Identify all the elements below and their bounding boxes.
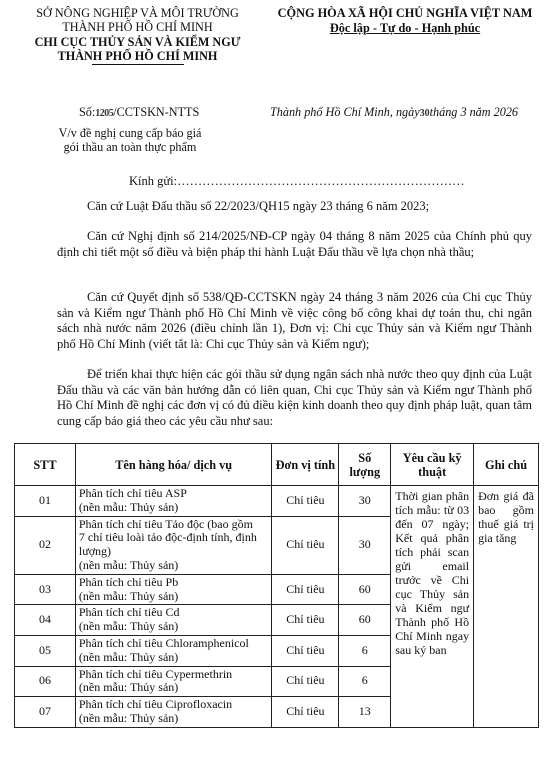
- place-date-prefix: Thành phố Hồ Chí Minh, ngày: [270, 105, 420, 119]
- document-number-value: 1205: [95, 108, 114, 119]
- issuing-agency-block: [10, 6, 265, 65]
- cell-qty: 6: [339, 666, 391, 697]
- document-number-prefix: Số:: [79, 105, 96, 119]
- cell-qty: 30: [339, 486, 391, 517]
- cell-unit: Chỉ tiêu: [272, 666, 339, 697]
- cell-qty: 60: [339, 574, 391, 605]
- item-name: Phân tích chỉ tiêu Tảo độc (bao gồm: [78, 516, 253, 531]
- col-header-qty: Số lượng: [339, 444, 391, 486]
- item-matrix: (nền mẫu: Thủy sản): [78, 588, 179, 603]
- cell-unit: Chỉ tiêu: [272, 697, 339, 728]
- item-name: Phân tích chỉ tiêu Ciprofloxacin: [78, 697, 233, 712]
- document-number-suffix: /CCTSKN-NTTS: [113, 105, 200, 119]
- item-matrix: (nền mẫu: Thủy sản): [78, 680, 179, 695]
- item-name-cont: lượng): [78, 544, 112, 559]
- subject-line1: V/v đề nghị cung cấp báo giá: [58, 126, 202, 140]
- item-name-cont: 7 chỉ tiêu loài tảo độc-định tính, định: [78, 530, 257, 545]
- paragraph-legal-basis-2: Căn cứ Nghị định số 214/2025/NĐ-CP ngày 04 tháng 8 năm 2025 của Chính phủ quy định chi tiết một số điều và biện pháp thi hành Luật Đấu thầu về lựa chọn nhà thầu;: [57, 229, 532, 259]
- col-header-requirement: Yêu cầu kỹ thuật: [391, 444, 474, 486]
- national-motto-block: [262, 6, 548, 36]
- table-header-row: [15, 444, 539, 486]
- cell-stt: 01: [15, 486, 76, 517]
- place-date: [270, 105, 518, 120]
- cell-name: [75, 516, 272, 574]
- cell-unit: Chỉ tiêu: [272, 574, 339, 605]
- col-header-unit: Đơn vị tính: [272, 444, 339, 486]
- item-matrix: (nền mẫu: Thủy sản): [78, 557, 179, 572]
- item-name: Phân tích chỉ tiêu Pb: [78, 574, 179, 589]
- cell-name: [75, 635, 272, 666]
- document-subject: [40, 126, 220, 154]
- agency-underline: [92, 64, 184, 65]
- agency-name-line2: THÀNH PHỐ HỒ CHÍ MINH: [57, 48, 218, 63]
- cell-stt: 02: [15, 516, 76, 574]
- col-header-stt: STT: [15, 444, 76, 486]
- paragraph-purpose: Để triển khai thực hiện các gói thầu sử dụng ngân sách nhà nước theo quy định của Luật Đấu thầu và các văn bản hướng dẫn có liên quan, Chi cục Thủy sản và Kiểm ngư Thành phố Hồ Chí Minh đề nghị các đơn vị có đủ điều kiện kinh doanh theo quy định pháp luật, quan tâm cung cấp báo giá theo các yêu cầu như sau:: [57, 367, 532, 428]
- cell-qty: 6: [339, 635, 391, 666]
- cell-stt: 06: [15, 666, 76, 697]
- paragraph-legal-basis-3: Căn cứ Quyết định số 538/QĐ-CCTSKN ngày 24 tháng 3 năm 2026 của Chi cục Thủy sản và Kiểm ngư Thành phố Hồ Chí Minh về việc công bố công khai dự toán thu, chi ngân sách nhà nước năm 2026 (điều chỉnh lần 1), Đơn vị: Chi cục Thủy sản và Kiểm ngư Thành phố Hồ Chí Minh (viết tắt là: Chi cục Thủy sản và Kiểm ngư);: [57, 290, 532, 351]
- cell-note: Đơn giá đã bao gồm thuế giá trị gia tăng: [474, 486, 539, 728]
- table-row: [15, 486, 539, 517]
- national-motto: Độc lập - Tự do - Hạnh phúc: [329, 21, 481, 35]
- cell-unit: Chỉ tiêu: [272, 516, 339, 574]
- item-matrix: (nền mẫu: Thủy sản): [78, 619, 179, 634]
- cell-unit: Chỉ tiêu: [272, 486, 339, 517]
- cell-unit: Chỉ tiêu: [272, 635, 339, 666]
- item-matrix: (nền mẫu: Thủy sản): [78, 499, 179, 514]
- item-matrix: (nền mẫu: Thủy sản): [78, 710, 179, 725]
- item-matrix: (nền mẫu: Thủy sản): [78, 649, 179, 664]
- item-name: Phân tích chỉ tiêu Chloramphenicol: [78, 635, 249, 650]
- item-name: Phân tích chỉ tiêu Cd: [78, 605, 180, 620]
- cell-qty: 60: [339, 605, 391, 636]
- cell-name: [75, 486, 272, 517]
- cell-requirement: Thời gian phân tích mẫu: từ 03 đến 07 ngày; Kết quả phân tích phải scan gửi email trước về Chi cục Thủy sản và Kiểm ngư Thành phố Hồ Chí Minh ngay sau ký ban: [391, 486, 474, 728]
- item-name: Phân tích chỉ tiêu Cypermethrin: [78, 666, 233, 681]
- document-number: [79, 105, 199, 120]
- agency-parent-line1: SỞ NÔNG NGHIỆP VÀ MÔI TRƯỜNG: [36, 6, 239, 20]
- cell-name: [75, 605, 272, 636]
- cell-name: [75, 666, 272, 697]
- paragraph-legal-basis-1: Căn cứ Luật Đấu thầu số 22/2023/QH15 ngày 23 tháng 6 năm 2023;: [87, 199, 430, 213]
- place-date-day: 30: [419, 108, 430, 119]
- col-header-name: Tên hàng hóa/ dịch vụ: [75, 444, 272, 486]
- cell-name: [75, 574, 272, 605]
- subject-line2: gói thầu an toàn thực phẩm: [63, 140, 197, 154]
- cell-qty: 13: [339, 697, 391, 728]
- cell-stt: 04: [15, 605, 76, 636]
- place-date-suffix: tháng 3 năm 2026: [429, 105, 518, 119]
- cell-stt: 07: [15, 697, 76, 728]
- cell-stt: 03: [15, 574, 76, 605]
- recipient-line: Kính gửi:……………………………………………………………: [129, 174, 465, 188]
- cell-qty: 30: [339, 516, 391, 574]
- col-header-note: Ghi chú: [474, 444, 539, 486]
- cell-stt: 05: [15, 635, 76, 666]
- quotation-table: [14, 443, 539, 728]
- agency-name-line1: CHI CỤC THỦY SẢN VÀ KIỂM NGƯ: [34, 34, 241, 49]
- cell-unit: Chỉ tiêu: [272, 605, 339, 636]
- cell-name: [75, 697, 272, 728]
- national-title: CỘNG HÒA XÃ HỘI CHỦ NGHĨA VIỆT NAM: [277, 6, 533, 20]
- item-name: Phân tích chỉ tiêu ASP: [78, 486, 187, 500]
- agency-parent-line2: THÀNH PHỐ HỒ CHÍ MINH: [62, 20, 213, 35]
